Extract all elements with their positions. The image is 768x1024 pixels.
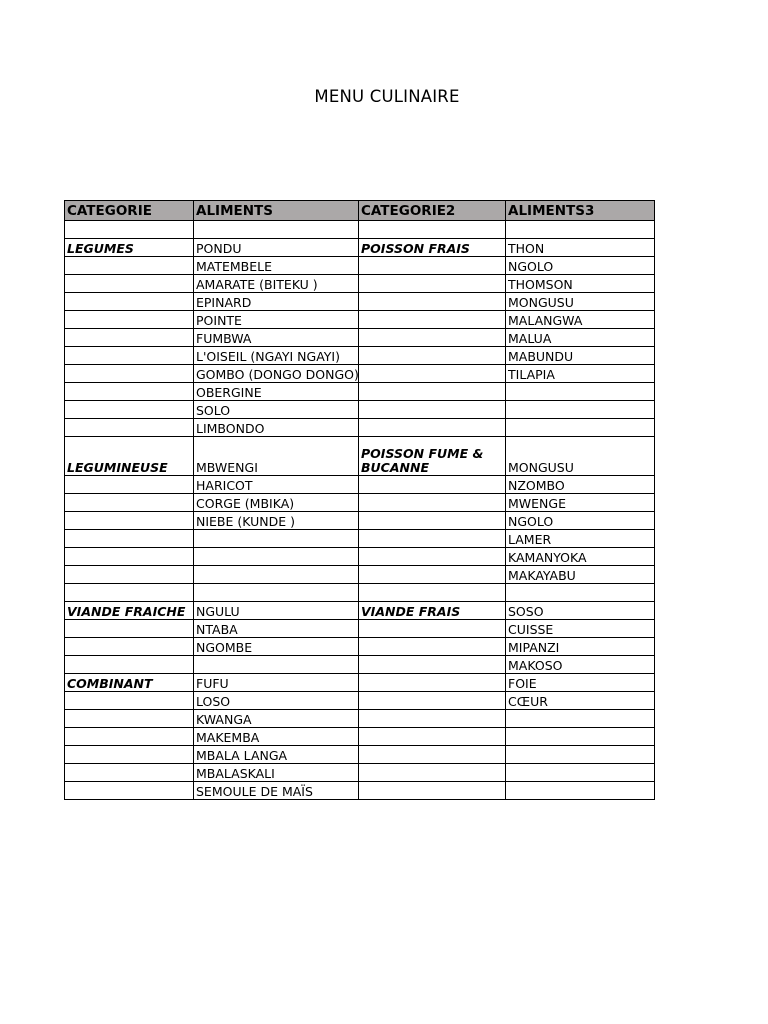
categorie2-cell (359, 476, 506, 494)
table-row (65, 437, 655, 476)
aliment3-cell (506, 419, 655, 437)
aliment3-cell: CUISSE (506, 620, 655, 638)
aliment-cell: LOSO (194, 692, 359, 710)
aliment3-cell: MALANGWA (506, 311, 655, 329)
categorie2-cell (359, 620, 506, 638)
table-row (65, 566, 655, 584)
categorie-cell (65, 530, 194, 548)
page-title: MENU CULINAIRE (314, 87, 460, 106)
categorie2-cell (359, 257, 506, 275)
categorie-cell (65, 401, 194, 419)
aliment3-cell: FOIE (506, 674, 655, 692)
categorie2-cell (359, 674, 506, 692)
aliment-cell: SOLO (194, 401, 359, 419)
categorie2-cell (359, 710, 506, 728)
aliment3-cell (506, 782, 655, 800)
categorie-cell (65, 365, 194, 383)
aliment3-cell: MAKOSO (506, 656, 655, 674)
table-row (65, 512, 655, 530)
categorie2-cell (359, 656, 506, 674)
categorie-cell: LEGUMINEUSE (65, 437, 194, 476)
aliment-cell: LIMBONDO (194, 419, 359, 437)
aliment-cell: L'OISEIL (NGAYI NGAYI) (194, 347, 359, 365)
aliment-cell: MAKEMBA (194, 728, 359, 746)
categorie2-cell (359, 512, 506, 530)
table-row (65, 710, 655, 728)
aliment-cell: NTABA (194, 620, 359, 638)
aliment3-cell: MAKAYABU (506, 566, 655, 584)
menu-table (64, 200, 655, 800)
aliment3-cell: MABUNDU (506, 347, 655, 365)
aliment-cell: NGULU (194, 602, 359, 620)
table-row (65, 656, 655, 674)
categorie2-cell (359, 275, 506, 293)
categorie2-cell (359, 383, 506, 401)
aliment3-cell: KAMANYOKA (506, 548, 655, 566)
aliment-cell: GOMBO (DONGO DONGO) (194, 365, 359, 383)
categorie-cell (65, 512, 194, 530)
categorie2-cell (359, 401, 506, 419)
categorie2-cell (359, 530, 506, 548)
table-row (65, 764, 655, 782)
column-header-categorie: CATEGORIE (65, 201, 194, 221)
categorie-cell (65, 728, 194, 746)
aliment3-cell: SOSO (506, 602, 655, 620)
aliment-cell (194, 656, 359, 674)
table-row (65, 620, 655, 638)
categorie2-cell (359, 746, 506, 764)
categorie-cell (65, 566, 194, 584)
table-row (65, 347, 655, 365)
aliment3-cell (506, 710, 655, 728)
table-row (65, 293, 655, 311)
aliment3-cell: THOMSON (506, 275, 655, 293)
categorie-cell (65, 656, 194, 674)
column-header-aliments3: ALIMENTS3 (506, 201, 655, 221)
categorie2-cell (359, 311, 506, 329)
categorie2-cell (359, 365, 506, 383)
aliment-cell (194, 584, 359, 602)
categorie-cell: LEGUMES (65, 239, 194, 257)
categorie-cell (65, 584, 194, 602)
categorie2-cell: VIANDE FRAIS (359, 602, 506, 620)
categorie2-cell (359, 293, 506, 311)
table-row (65, 584, 655, 602)
aliment-cell: NIEBE (KUNDE ) (194, 512, 359, 530)
table-row (65, 419, 655, 437)
aliment3-cell: MONGUSU (506, 437, 655, 476)
categorie-cell (65, 746, 194, 764)
aliment-cell: MBWENGI (194, 437, 359, 476)
table-row (65, 602, 655, 620)
aliment-cell: NGOMBE (194, 638, 359, 656)
table-row (65, 728, 655, 746)
aliment-cell: POINTE (194, 311, 359, 329)
aliment3-cell (506, 584, 655, 602)
categorie2-cell (359, 566, 506, 584)
aliment3-cell (506, 746, 655, 764)
aliment-cell (194, 548, 359, 566)
categorie2-cell (359, 764, 506, 782)
column-header-categorie2: CATEGORIE2 (359, 201, 506, 221)
aliment-cell: CORGE (MBIKA) (194, 494, 359, 512)
aliment3-cell (506, 728, 655, 746)
header-row (65, 201, 655, 221)
aliment-cell: SEMOULE DE MAÏS (194, 782, 359, 800)
table-row (65, 638, 655, 656)
aliment3-cell: CŒUR (506, 692, 655, 710)
aliment-cell: HARICOT (194, 476, 359, 494)
categorie-cell (65, 311, 194, 329)
table-row (65, 674, 655, 692)
table-row (65, 746, 655, 764)
categorie-cell (65, 419, 194, 437)
aliment3-cell: NGOLO (506, 257, 655, 275)
menu-table-body (65, 221, 655, 800)
categorie2-cell: POISSON FUME & BUCANNE (359, 437, 506, 476)
categorie-cell (65, 692, 194, 710)
column-header-aliments: ALIMENTS (194, 201, 359, 221)
categorie-cell (65, 620, 194, 638)
categorie2-cell (359, 329, 506, 347)
categorie-cell (65, 764, 194, 782)
aliment-cell: FUMBWA (194, 329, 359, 347)
aliment-cell (194, 566, 359, 584)
table-row (65, 221, 655, 239)
categorie2-cell (359, 494, 506, 512)
categorie2-cell (359, 692, 506, 710)
table-row (65, 257, 655, 275)
aliment-cell: MBALASKALI (194, 764, 359, 782)
aliment-cell: MATEMBELE (194, 257, 359, 275)
aliment-cell: KWANGA (194, 710, 359, 728)
aliment-cell: OBERGINE (194, 383, 359, 401)
table-row (65, 692, 655, 710)
table-row (65, 275, 655, 293)
categorie-cell (65, 257, 194, 275)
aliment-cell: EPINARD (194, 293, 359, 311)
categorie-cell (65, 782, 194, 800)
categorie2-cell (359, 638, 506, 656)
aliment3-cell: MIPANZI (506, 638, 655, 656)
categorie-cell (65, 638, 194, 656)
table-row (65, 476, 655, 494)
aliment3-cell (506, 383, 655, 401)
aliment3-cell: TILAPIA (506, 365, 655, 383)
categorie2-cell (359, 347, 506, 365)
table-row (65, 548, 655, 566)
aliment3-cell: NZOMBO (506, 476, 655, 494)
aliment3-cell: LAMER (506, 530, 655, 548)
aliment3-cell: THON (506, 239, 655, 257)
aliment-cell (194, 221, 359, 239)
aliment-cell (194, 530, 359, 548)
aliment-cell: MBALA LANGA (194, 746, 359, 764)
aliment3-cell (506, 764, 655, 782)
categorie2-cell (359, 419, 506, 437)
aliment3-cell: MONGUSU (506, 293, 655, 311)
table-row (65, 530, 655, 548)
categorie2-cell (359, 782, 506, 800)
categorie2-cell (359, 548, 506, 566)
categorie-cell (65, 383, 194, 401)
aliment3-cell (506, 221, 655, 239)
categorie2-cell: POISSON FRAIS (359, 239, 506, 257)
aliment3-cell: MWENGE (506, 494, 655, 512)
categorie-cell (65, 476, 194, 494)
table-row (65, 401, 655, 419)
aliment3-cell: MALUA (506, 329, 655, 347)
aliment3-cell: NGOLO (506, 512, 655, 530)
table-row (65, 311, 655, 329)
aliment-cell: PONDU (194, 239, 359, 257)
categorie-cell (65, 275, 194, 293)
table-row (65, 239, 655, 257)
table-row (65, 365, 655, 383)
table-row (65, 494, 655, 512)
categorie-cell (65, 347, 194, 365)
aliment-cell: FUFU (194, 674, 359, 692)
categorie-cell (65, 548, 194, 566)
categorie-cell (65, 221, 194, 239)
table-row (65, 383, 655, 401)
categorie2-cell (359, 221, 506, 239)
aliment3-cell (506, 401, 655, 419)
categorie-cell (65, 329, 194, 347)
categorie-cell (65, 710, 194, 728)
categorie2-cell (359, 584, 506, 602)
categorie-cell (65, 494, 194, 512)
table-row (65, 782, 655, 800)
categorie-cell: VIANDE FRAICHE (65, 602, 194, 620)
categorie2-cell (359, 728, 506, 746)
aliment-cell: AMARATE (BITEKU ) (194, 275, 359, 293)
categorie-cell: COMBINANT (65, 674, 194, 692)
table-row (65, 329, 655, 347)
categorie-cell (65, 293, 194, 311)
